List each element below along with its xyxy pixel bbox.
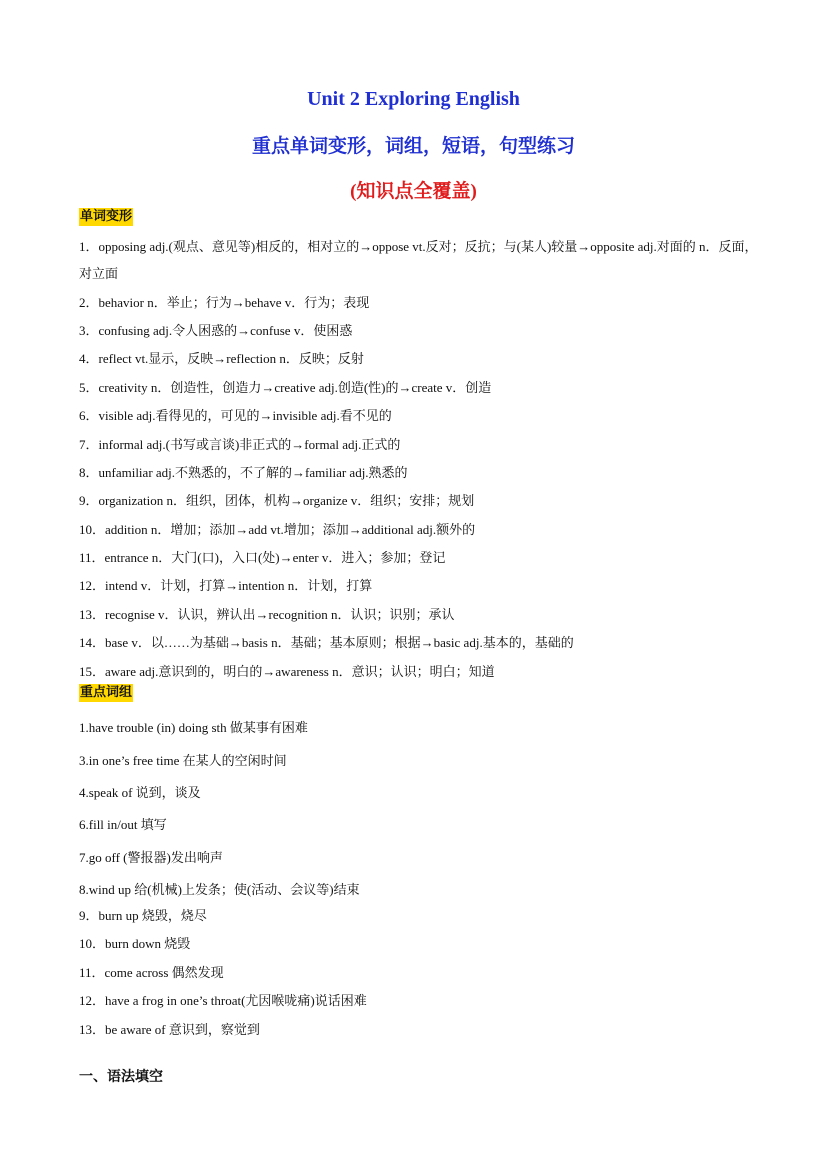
vocab-item: 11．entrance n．大门(口)，入口(处)→enter v．进入；参加；登记 [79,550,446,565]
phrase-item: 8.wind up 给(机械)上发条；使(活动、会议等)结束 [79,882,360,897]
section-heading-grammar-fill: 一、语法填空 [79,1069,163,1085]
vocab-item: 12．intend v．计划，打算→intention n．计划，打算 [79,578,373,593]
phrase-item: 11．come across 偶然发现 [79,965,224,980]
document-title: Unit 2 Exploring English [307,88,520,110]
phrase-item: 7.go off (警报器)发出响声 [79,850,223,865]
vocab-item: 10．addition n．增加；添加→add vt.增加；添加→additional adj.额外的 [79,522,476,537]
vocab-item: 5．creativity n．创造性，创造力→creative adj.创造(性)的→create v．创造 [79,380,492,395]
vocab-heading: 单词变形 [80,209,133,224]
phrase-item: 3.in one’s free time 在某人的空闲时间 [79,753,287,768]
phrase-item: 12．have a frog in one’s throat(尤因喉咙痛)说话困难 [79,993,367,1008]
vocab-item: 14．base v．以……为基础→basis n．基础；基本原则；根据→basic adj.基本的，基础的 [79,635,574,650]
phrase-item: 10．burn down 烧毁 [79,936,191,951]
vocab-item: 7．informal adj.(书写或言谈)非正式的→formal adj.正式的 [79,437,401,452]
vocab-item: 3．confusing adj.令人困惑的→confuse v．使困惑 [79,323,353,338]
vocab-item: 4．reflect vt.显示，反映→reflection n．反映；反射 [79,351,364,366]
vocab-item: 6．visible adj.看得见的，可见的→invisible adj.看不见的 [79,408,392,423]
document-coverage-note: (知识点全覆盖) [350,181,477,202]
vocab-item: 1．opposing adj.(观点、意见等)相反的，相对立的→oppose vt.反对；反抗；与(某人)较量→opposite adj.对面的 n．反面， 对立面 [79,239,758,281]
phrase-item: 13．be aware of 意识到，察觉到 [79,1022,260,1037]
vocab-item: 13．recognise v．认识，辨认出→recognition n．认识；识别；承认 [79,607,455,622]
phrases-heading: 重点词组 [80,685,133,700]
vocab-item: 15．aware adj.意识到的，明白的→awareness n．意识；认识；明白；知道 [79,664,495,679]
phrase-item: 6.fill in/out 填写 [79,817,167,832]
phrase-item: 9．burn up 烧毁，烧尽 [79,908,207,923]
phrase-item: 4.speak of 说到，谈及 [79,785,201,800]
document-subtitle: 重点单词变形，词组，短语，句型练习 [251,135,575,157]
vocab-item: 8．unfamiliar adj.不熟悉的，不了解的→familiar adj.熟悉的 [79,465,408,480]
phrase-item: 1.have trouble (in) doing sth 做某事有困难 [79,720,308,735]
vocab-item: 9．organization n．组织，团体，机构→organize v．组织；安排；规划 [79,493,475,508]
vocab-item: 2．behavior n．举止；行为→behave v．行为；表现 [79,295,370,310]
